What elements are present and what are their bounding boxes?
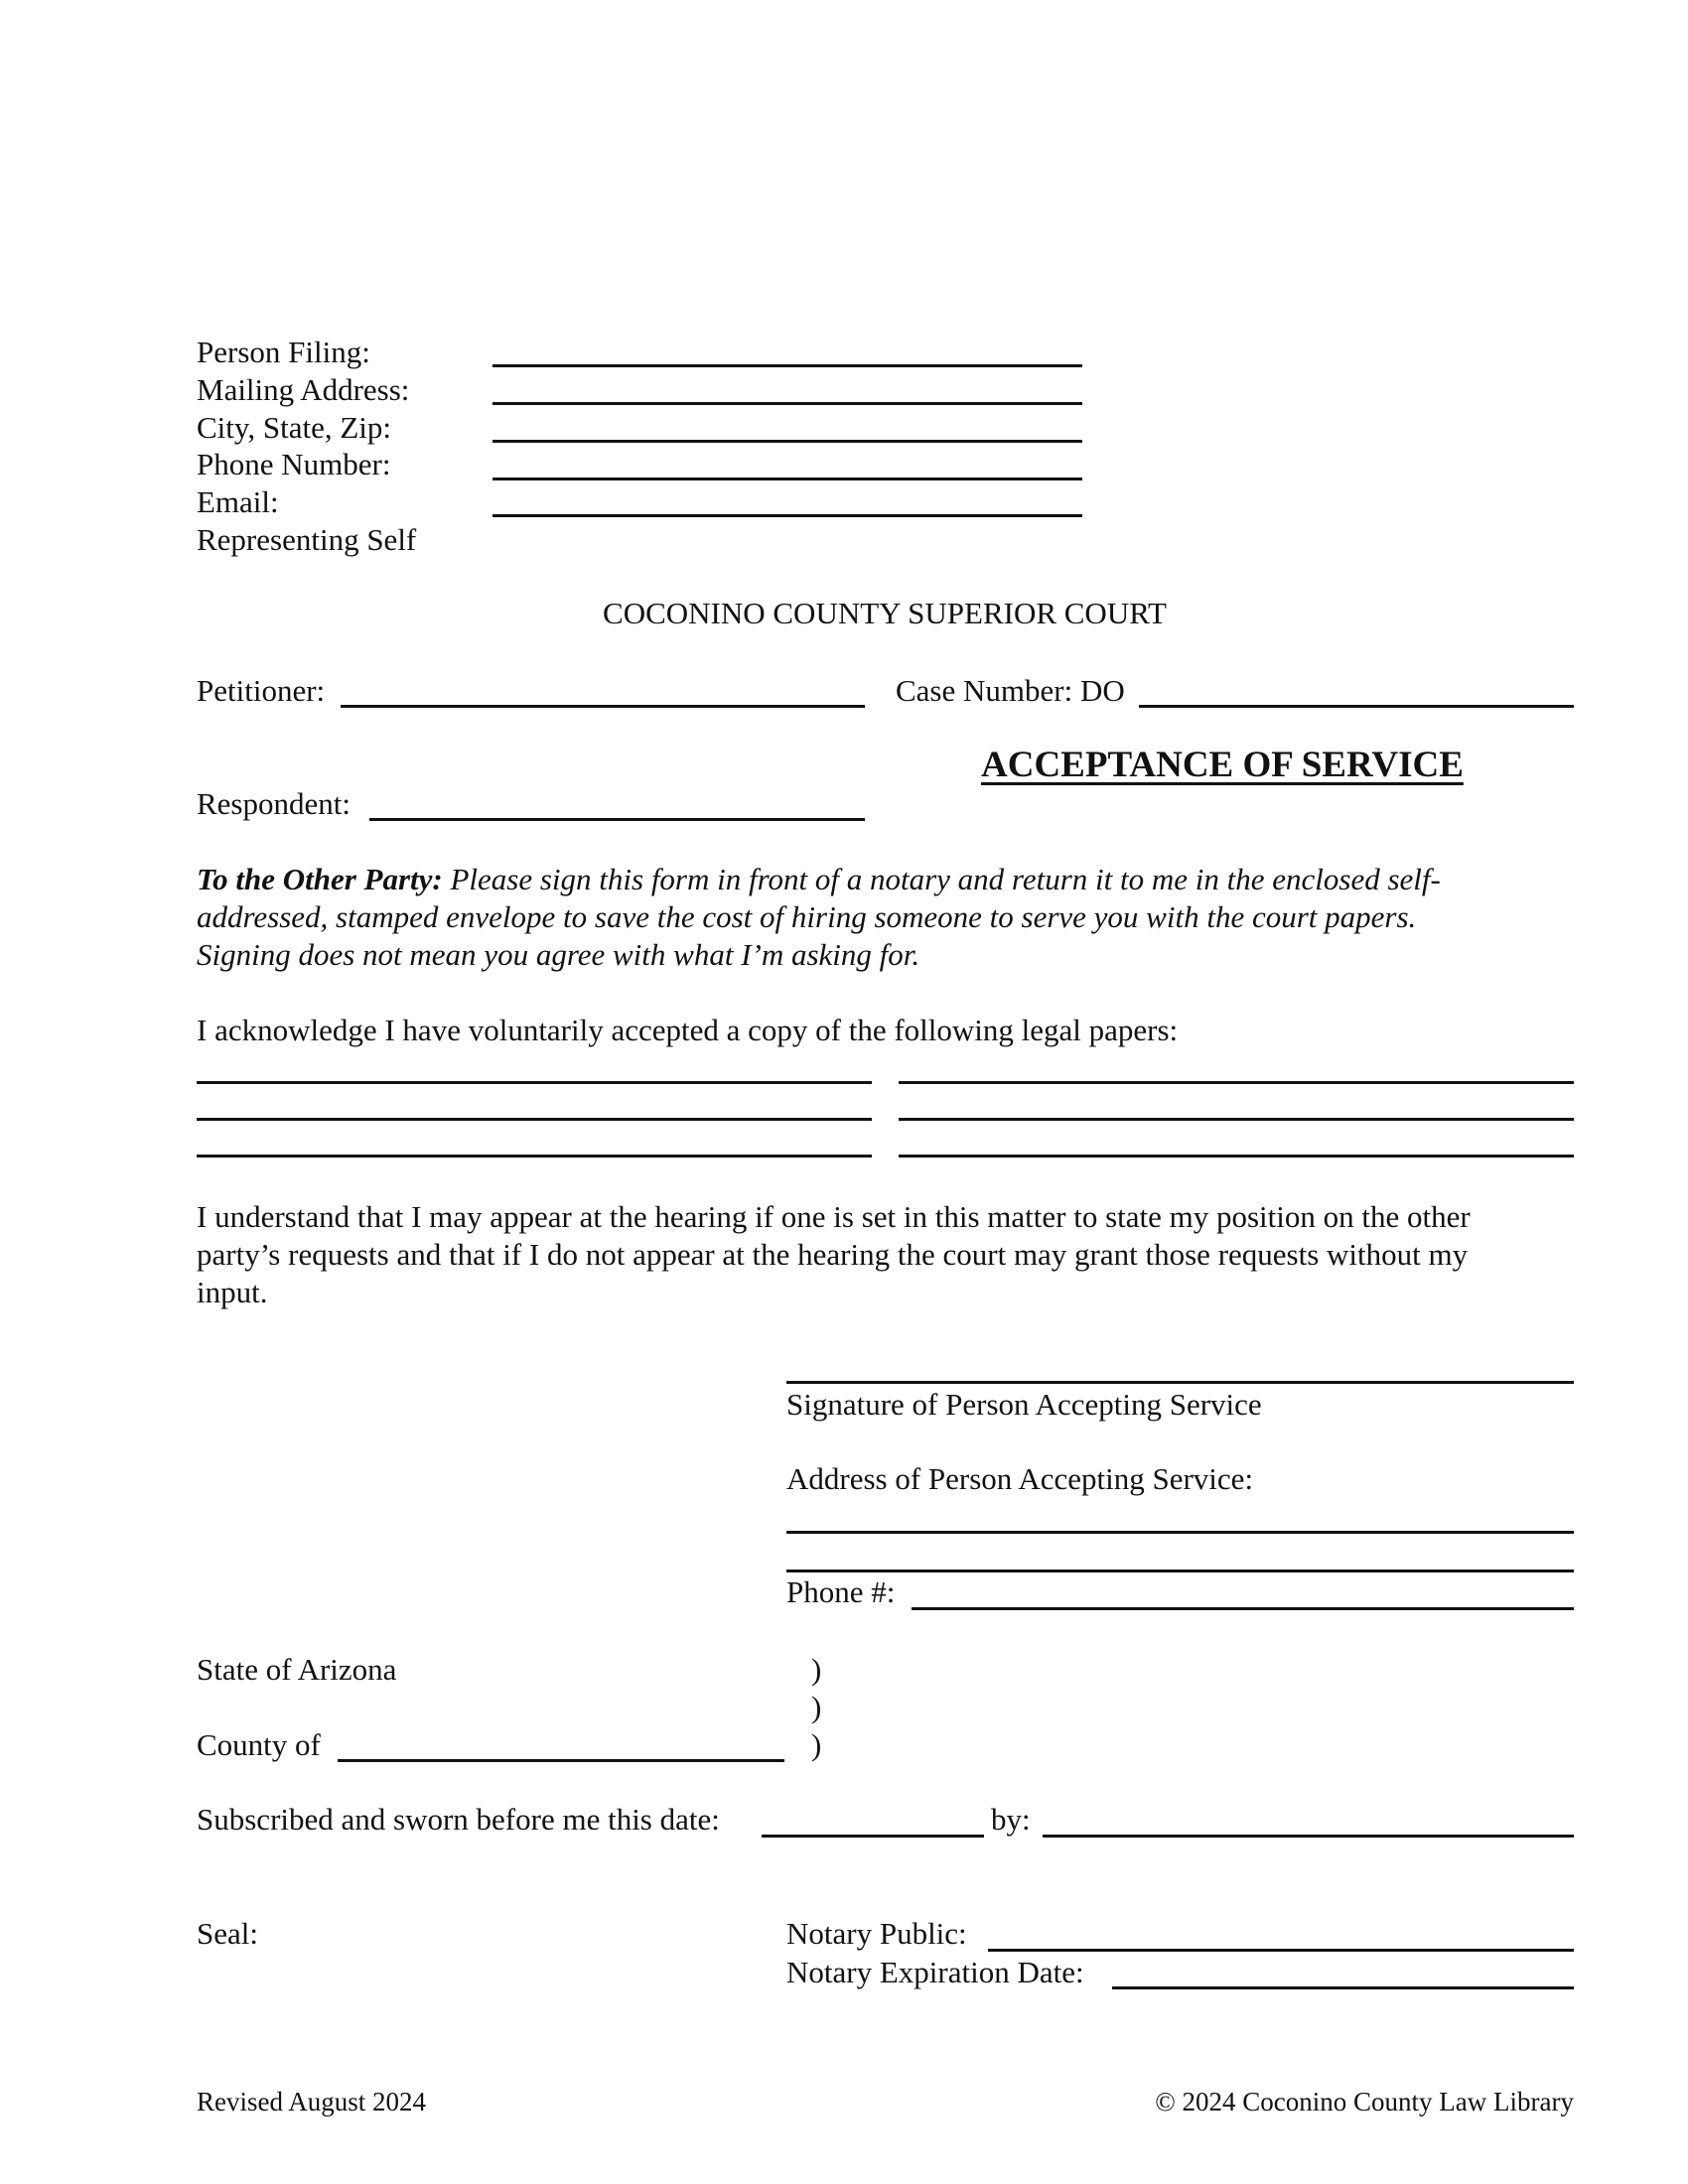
address-line-1[interactable] bbox=[786, 1531, 1574, 1534]
subscribed-label: Subscribed and sworn before me this date: bbox=[197, 1802, 720, 1837]
legal-papers-line-right-3[interactable] bbox=[899, 1155, 1574, 1158]
mailing-address-label: Mailing Address: bbox=[197, 372, 410, 407]
city-state-zip-label: City, State, Zip: bbox=[197, 410, 392, 445]
city-state-zip-line[interactable] bbox=[492, 440, 1082, 443]
instructions-line-1 bbox=[197, 862, 1441, 897]
sworn-by-line[interactable] bbox=[1043, 1835, 1574, 1838]
case-number-line[interactable] bbox=[1139, 705, 1574, 708]
address-line-2[interactable] bbox=[786, 1570, 1574, 1572]
respondent-label: Respondent: bbox=[197, 786, 351, 821]
address-label: Address of Person Accepting Service: bbox=[786, 1461, 1254, 1496]
petitioner-line[interactable] bbox=[341, 705, 865, 708]
notary-public-line[interactable] bbox=[988, 1949, 1574, 1952]
legal-papers-line-left-3[interactable] bbox=[197, 1155, 872, 1158]
state-label: State of Arizona bbox=[197, 1652, 397, 1687]
venue-paren-1: ) bbox=[811, 1652, 822, 1687]
person-filing-line[interactable] bbox=[492, 364, 1082, 367]
sworn-date-line[interactable] bbox=[762, 1835, 984, 1838]
instructions-line-3: Signing does not mean you agree with what I’m asking for. bbox=[197, 937, 920, 972]
seal-label: Seal: bbox=[197, 1916, 258, 1951]
acknowledge-text: I acknowledge I have voluntarily accepted a copy of the following legal papers: bbox=[197, 1013, 1179, 1047]
representing-self-label: Representing Self bbox=[197, 522, 417, 557]
understand-line-1: I understand that I may appear at the hearing if one is set in this matter to state my position on the other bbox=[197, 1199, 1471, 1234]
document-title: ACCEPTANCE OF SERVICE bbox=[981, 745, 1464, 785]
county-line[interactable] bbox=[338, 1759, 784, 1762]
notary-expiration-line[interactable] bbox=[1112, 1986, 1574, 1989]
case-number-label: Case Number: DO bbox=[896, 673, 1125, 708]
phone-number-label: Phone Number: bbox=[197, 447, 391, 481]
by-label: by: bbox=[991, 1802, 1031, 1837]
petitioner-label: Petitioner: bbox=[197, 673, 326, 708]
person-filing-label: Person Filing: bbox=[197, 335, 370, 369]
legal-papers-line-left-2[interactable] bbox=[197, 1118, 872, 1121]
phone-line[interactable] bbox=[912, 1607, 1574, 1610]
notary-public-label: Notary Public: bbox=[786, 1916, 967, 1951]
venue-paren-2: ) bbox=[811, 1690, 822, 1724]
venue-paren-3: ) bbox=[811, 1727, 822, 1762]
legal-papers-line-right-2[interactable] bbox=[899, 1118, 1574, 1121]
instructions-text-1: Please sign this form in front of a notary and return it to me in the enclosed self- bbox=[442, 862, 1441, 896]
phone-label: Phone #: bbox=[786, 1574, 896, 1609]
email-line[interactable] bbox=[492, 514, 1082, 517]
instructions-lead: To the Other Party: bbox=[197, 862, 443, 896]
phone-number-line[interactable] bbox=[492, 478, 1082, 480]
mailing-address-line[interactable] bbox=[492, 402, 1082, 405]
signature-line[interactable] bbox=[786, 1381, 1574, 1384]
understand-line-2: party’s requests and that if I do not appear at the hearing the court may grant those requests without my bbox=[197, 1237, 1469, 1272]
email-label: Email: bbox=[197, 484, 279, 519]
signature-label: Signature of Person Accepting Service bbox=[786, 1387, 1262, 1422]
respondent-line[interactable] bbox=[369, 818, 865, 821]
copyright: © 2024 Coconino County Law Library bbox=[1155, 2087, 1574, 2116]
instructions-line-2: addressed, stamped envelope to save the cost of hiring someone to serve you with the court papers. bbox=[197, 899, 1417, 934]
legal-papers-line-right-1[interactable] bbox=[899, 1081, 1574, 1084]
understand-line-3: input. bbox=[197, 1275, 268, 1309]
county-label: County of bbox=[197, 1727, 321, 1762]
court-name: COCONINO COUNTY SUPERIOR COURT bbox=[603, 596, 1167, 630]
notary-expiration-label: Notary Expiration Date: bbox=[786, 1955, 1084, 1989]
revised-date: Revised August 2024 bbox=[197, 2087, 427, 2116]
legal-papers-line-left-1[interactable] bbox=[197, 1081, 872, 1084]
